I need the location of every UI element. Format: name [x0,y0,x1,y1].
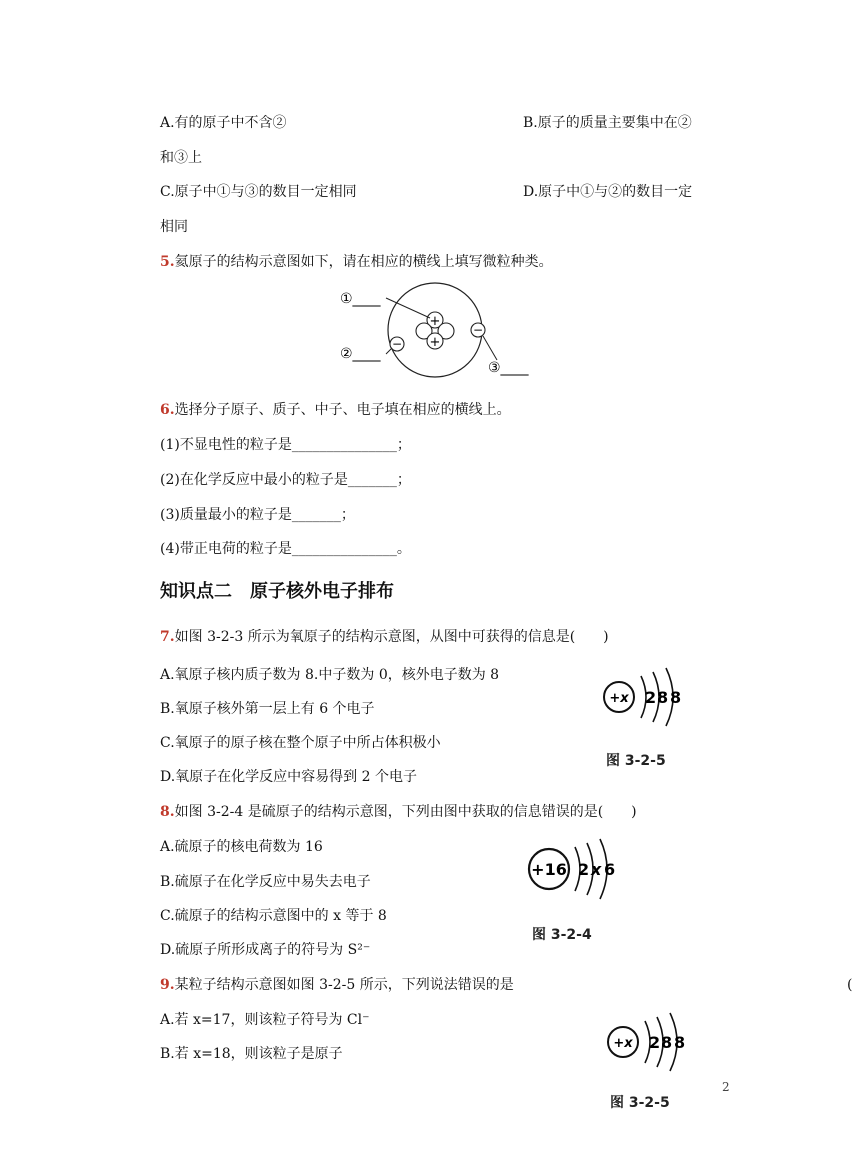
page-number: 2 [722,1080,730,1094]
q8-number: 8. [160,804,175,820]
q9-atom-structure-figure [599,1009,694,1073]
q7-text: 如图 3-2-3 所示为氧原子的结构示意图，从图中可获得的信息是( ) [174,629,609,645]
q7-number: 7. [160,629,175,645]
electron-right-minus: − [472,323,484,337]
q6-item-3: (3)质量最小的粒子是_______； [160,507,355,523]
q8-option-b: B.硫原子在化学反应中易失去电子 [160,874,371,890]
q6-item-2: (2)在化学反应中最小的粒子是_______； [160,472,411,488]
q7-figure-caption: 图 3-2-5 [606,753,666,769]
electron-left-minus: − [391,337,403,351]
q8-figure-caption: 图 3-2-4 [532,927,592,943]
q5-stem [160,253,553,271]
label-1: ①____ [340,291,381,307]
q8-stem [160,803,637,821]
q8-text: 如图 3-2-4 是硫原子的结构示意图，下列由图中获取的信息错误的是( ) [174,804,637,820]
q9-text: 某粒子结构示意图如图 3-2-5 所示，下列说法错误的是 [174,977,514,993]
q9-shell-count-3: 8 [674,1033,686,1052]
q7-shell-count-3: 8 [670,688,682,707]
q8-option-a: A.硫原子的核电荷数为 16 [160,839,323,855]
proton-plus-sign-top: + [429,314,441,329]
label-3: ③____ [488,360,529,376]
q6-stem [160,401,511,419]
q8-shell-count-3: 6 [604,860,616,879]
q8-shell-count-2: x [591,860,602,879]
q5-number: 5. [160,254,175,270]
q4-option-d-cont: 相同 [160,219,188,235]
q9-shell-count-1: 2 [649,1033,661,1052]
q7-option-d: D.氧原子在化学反应中容易得到 2 个电子 [160,769,417,785]
section-heading: 知识点二 原子核外电子排布 [160,581,394,602]
q8-option-c: C.硫原子的结构示意图中的 x 等于 8 [160,908,387,924]
q9-number: 9. [160,977,175,993]
q8-atom-structure-figure [520,835,625,903]
q7-option-b: B.氧原子核外第一层上有 6 个电子 [160,701,375,717]
q8-shell-count-1: 2 [578,860,590,879]
q4-option-c: C.原子中①与③的数目一定相同 [160,184,357,200]
q8-option-d: D.硫原子所形成离子的符号为 S²⁻ [160,942,371,958]
q9-option-b: B.若 x=18，则该粒子是原子 [160,1046,343,1062]
q6-item-1: (1)不显电性的粒子是_______________； [160,437,411,453]
q9-option-a: A.若 x=17，则该粒子符号为 Cl⁻ [160,1012,370,1028]
q9-stem [160,976,514,994]
pointer-line-3 [483,336,497,360]
q6-text: 选择分子原子、质子、中子、电子填在相应的横线上。 [174,402,511,418]
q6-number: 6. [160,402,175,418]
q6-item-4: (4)带正电荷的粒子是_______________。 [160,541,411,557]
q9-shell-count-2: 8 [661,1033,673,1052]
q4-option-b: B.原子的质量主要集中在② [523,115,692,131]
q7-stem [160,628,609,646]
q4-option-a: A.有的原子中不含② [160,115,287,131]
q9-nucleus-label: +x [613,1036,633,1051]
q4-option-b-cont: 和③上 [160,150,202,166]
q8-nucleus-label: +16 [531,860,567,879]
atom-outer-circle [388,283,482,377]
q7-shell-count-1: 2 [645,688,657,707]
label-2: ②____ [340,346,381,362]
pointer-line-2 [386,348,392,354]
q9-figure-caption: 图 3-2-5 [610,1095,670,1111]
q7-shell-count-2: 8 [657,688,669,707]
q5-text: 氦原子的结构示意图如下，请在相应的横线上填写微粒种类。 [174,254,553,270]
q9-open-paren: ( [847,977,853,993]
q7-option-c: C.氧原子的原子核在整个原子中所占体积极小 [160,735,441,751]
q4-option-d: D.原子中①与②的数目一定 [523,184,693,200]
q7-nucleus-label: +x [609,691,629,706]
q7-option-a: A.氧原子核内质子数为 8.中子数为 0，核外电子数为 8 [160,667,500,683]
pointer-line-1 [386,298,430,318]
helium-atom-diagram [330,280,550,390]
proton-plus-sign-bottom: + [429,335,441,350]
q7-atom-structure-figure [595,664,690,728]
